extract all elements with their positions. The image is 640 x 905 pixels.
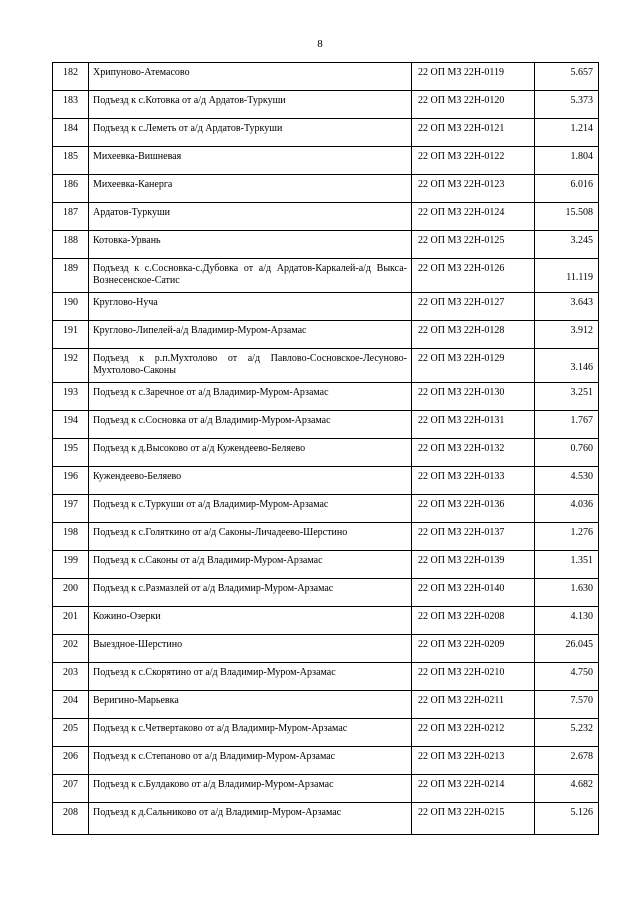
road-length-cell: 15.508	[535, 203, 599, 231]
table-row	[53, 349, 599, 383]
table-row	[53, 523, 599, 551]
table-row	[53, 747, 599, 775]
road-id-cell: 22 ОП МЗ 22Н-0131	[412, 411, 535, 439]
road-id-cell: 22 ОП МЗ 22Н-0209	[412, 635, 535, 663]
road-name-cell: Подъезд к с.Сосновка от а/д Владимир-Муром-Арзамас	[89, 411, 412, 439]
road-name-cell: Михеевка-Канерга	[89, 175, 412, 203]
table-row	[53, 467, 599, 495]
table-row	[53, 119, 599, 147]
table-row	[53, 607, 599, 635]
row-number-cell: 195	[53, 439, 89, 467]
row-number-cell: 188	[53, 231, 89, 259]
road-name-cell: Подъезд к с.Леметь от а/д Ардатов-Туркуши	[89, 119, 412, 147]
road-name-cell: Подъезд к с.Четвертаково от а/д Владимир-Муром-Арзамас	[89, 719, 412, 747]
road-length-cell: 1.804	[535, 147, 599, 175]
road-length-cell: 5.373	[535, 91, 599, 119]
road-length-cell: 1.630	[535, 579, 599, 607]
table-row	[53, 203, 599, 231]
row-number-cell: 191	[53, 321, 89, 349]
table-row	[53, 321, 599, 349]
road-id-cell: 22 ОП МЗ 22Н-0136	[412, 495, 535, 523]
row-number-cell: 202	[53, 635, 89, 663]
road-name-cell: Подъезд к с.Булдаково от а/д Владимир-Муром-Арзамас	[89, 775, 412, 803]
road-id-cell: 22 ОП МЗ 22Н-0210	[412, 663, 535, 691]
road-name-cell: Подъезд к с.Скорятино от а/д Владимир-Муром-Арзамас	[89, 663, 412, 691]
row-number-cell: 206	[53, 747, 89, 775]
road-length-cell: 0.760	[535, 439, 599, 467]
road-length-cell: 3.251	[535, 383, 599, 411]
roads-table-body	[53, 63, 599, 835]
row-number-cell: 198	[53, 523, 89, 551]
row-number-cell: 207	[53, 775, 89, 803]
road-length-cell: 1.767	[535, 411, 599, 439]
road-name-cell: Кожино-Озерки	[89, 607, 412, 635]
row-number-cell: 185	[53, 147, 89, 175]
road-length-cell: 3.912	[535, 321, 599, 349]
road-name-cell: Хрипуново-Атемасово	[89, 63, 412, 91]
road-id-cell: 22 ОП МЗ 22Н-0120	[412, 91, 535, 119]
road-length-cell: 3.643	[535, 293, 599, 321]
table-row	[53, 803, 599, 835]
road-length-cell: 1.276	[535, 523, 599, 551]
road-id-cell: 22 ОП МЗ 22Н-0128	[412, 321, 535, 349]
road-id-cell: 22 ОП МЗ 22Н-0208	[412, 607, 535, 635]
table-row	[53, 719, 599, 747]
row-number-cell: 203	[53, 663, 89, 691]
road-length-cell: 11.119	[535, 259, 599, 293]
road-id-cell: 22 ОП МЗ 22Н-0130	[412, 383, 535, 411]
road-length-cell: 4.682	[535, 775, 599, 803]
row-number-cell: 208	[53, 803, 89, 835]
row-number-cell: 194	[53, 411, 89, 439]
table-row	[53, 383, 599, 411]
table-row	[53, 259, 599, 293]
road-id-cell: 22 ОП МЗ 22Н-0137	[412, 523, 535, 551]
row-number-cell: 197	[53, 495, 89, 523]
road-name-cell: Михеевка-Вишневая	[89, 147, 412, 175]
road-name-cell: Подъезд к с.Туркуши от а/д Владимир-Муром-Арзамас	[89, 495, 412, 523]
table-row	[53, 63, 599, 91]
row-number-cell: 204	[53, 691, 89, 719]
road-name-cell: Подъезд к с.Заречное от а/д Владимир-Муром-Арзамас	[89, 383, 412, 411]
row-number-cell: 196	[53, 467, 89, 495]
row-number-cell: 193	[53, 383, 89, 411]
road-length-cell: 1.214	[535, 119, 599, 147]
road-id-cell: 22 ОП МЗ 22Н-0215	[412, 803, 535, 835]
road-length-cell: 26.045	[535, 635, 599, 663]
road-id-cell: 22 ОП МЗ 22Н-0126	[412, 259, 535, 293]
row-number-cell: 186	[53, 175, 89, 203]
road-name-cell: Кужендеево-Беляево	[89, 467, 412, 495]
row-number-cell: 190	[53, 293, 89, 321]
road-id-cell: 22 ОП МЗ 22Н-0119	[412, 63, 535, 91]
road-id-cell: 22 ОП МЗ 22Н-0212	[412, 719, 535, 747]
road-name-cell: Ардатов-Туркуши	[89, 203, 412, 231]
road-length-cell: 1.351	[535, 551, 599, 579]
road-id-cell: 22 ОП МЗ 22Н-0211	[412, 691, 535, 719]
row-number-cell: 187	[53, 203, 89, 231]
road-length-cell: 4.750	[535, 663, 599, 691]
table-row	[53, 551, 599, 579]
road-length-cell: 3.146	[535, 349, 599, 383]
road-name-cell: Подъезд к д.Сальниково от а/д Владимир-Муром-Арзамас	[89, 803, 412, 835]
road-id-cell: 22 ОП МЗ 22Н-0132	[412, 439, 535, 467]
road-name-cell: Круглово-Нуча	[89, 293, 412, 321]
table-row	[53, 775, 599, 803]
table-row	[53, 663, 599, 691]
road-name-cell: Подъезд к с.Степаново от а/д Владимир-Муром-Арзамас	[89, 747, 412, 775]
road-length-cell: 3.245	[535, 231, 599, 259]
road-id-cell: 22 ОП МЗ 22Н-0121	[412, 119, 535, 147]
row-number-cell: 189	[53, 259, 89, 293]
row-number-cell: 205	[53, 719, 89, 747]
row-number-cell: 182	[53, 63, 89, 91]
road-id-cell: 22 ОП МЗ 22Н-0125	[412, 231, 535, 259]
road-id-cell: 22 ОП МЗ 22Н-0127	[412, 293, 535, 321]
road-length-cell: 4.530	[535, 467, 599, 495]
road-length-cell: 5.232	[535, 719, 599, 747]
table-row	[53, 439, 599, 467]
road-name-cell: Подъезд к д.Высоково от а/д Кужендеево-Беляево	[89, 439, 412, 467]
table-row	[53, 635, 599, 663]
road-name-cell: Подъезд к с.Сосновка-с.Дубовка от а/д Ардатов-Каркалей-а/д Выкса-Вознесенское-Сатис	[89, 259, 412, 293]
roads-table	[52, 62, 599, 835]
row-number-cell: 201	[53, 607, 89, 635]
road-id-cell: 22 ОП МЗ 22Н-0140	[412, 579, 535, 607]
road-name-cell: Подъезд к с.Размазлей от а/д Владимир-Муром-Арзамас	[89, 579, 412, 607]
road-id-cell: 22 ОП МЗ 22Н-0133	[412, 467, 535, 495]
road-id-cell: 22 ОП МЗ 22Н-0214	[412, 775, 535, 803]
road-length-cell: 5.126	[535, 803, 599, 835]
road-length-cell: 4.036	[535, 495, 599, 523]
row-number-cell: 199	[53, 551, 89, 579]
road-name-cell: Круглово-Липелей-а/д Владимир-Муром-Арзамас	[89, 321, 412, 349]
road-id-cell: 22 ОП МЗ 22Н-0124	[412, 203, 535, 231]
row-number-cell: 200	[53, 579, 89, 607]
road-name-cell: Выездное-Шерстино	[89, 635, 412, 663]
page-number: 8	[317, 38, 323, 50]
road-id-cell: 22 ОП МЗ 22Н-0139	[412, 551, 535, 579]
table-row	[53, 147, 599, 175]
road-length-cell: 4.130	[535, 607, 599, 635]
row-number-cell: 192	[53, 349, 89, 383]
road-name-cell: Подъезд к с.Саконы от а/д Владимир-Муром-Арзамас	[89, 551, 412, 579]
road-length-cell: 7.570	[535, 691, 599, 719]
road-length-cell: 5.657	[535, 63, 599, 91]
table-row	[53, 411, 599, 439]
row-number-cell: 184	[53, 119, 89, 147]
road-name-cell: Веригино-Марьевка	[89, 691, 412, 719]
road-id-cell: 22 ОП МЗ 22Н-0129	[412, 349, 535, 383]
road-id-cell: 22 ОП МЗ 22Н-0123	[412, 175, 535, 203]
row-number-cell: 183	[53, 91, 89, 119]
table-row	[53, 293, 599, 321]
road-length-cell: 6.016	[535, 175, 599, 203]
road-name-cell: Подъезд к р.п.Мухтолово от а/д Павлово-Сосновское-Лесуново-Мухтолово-Саконы	[89, 349, 412, 383]
table-row	[53, 495, 599, 523]
road-name-cell: Подъезд к с.Голяткино от а/д Саконы-Личадеево-Шерстино	[89, 523, 412, 551]
road-id-cell: 22 ОП МЗ 22Н-0213	[412, 747, 535, 775]
table-row	[53, 231, 599, 259]
table-row	[53, 175, 599, 203]
table-row	[53, 691, 599, 719]
table-row	[53, 579, 599, 607]
road-name-cell: Котовка-Урвань	[89, 231, 412, 259]
road-id-cell: 22 ОП МЗ 22Н-0122	[412, 147, 535, 175]
road-name-cell: Подъезд к с.Котовка от а/д Ардатов-Туркуши	[89, 91, 412, 119]
table-row	[53, 91, 599, 119]
road-length-cell: 2.678	[535, 747, 599, 775]
